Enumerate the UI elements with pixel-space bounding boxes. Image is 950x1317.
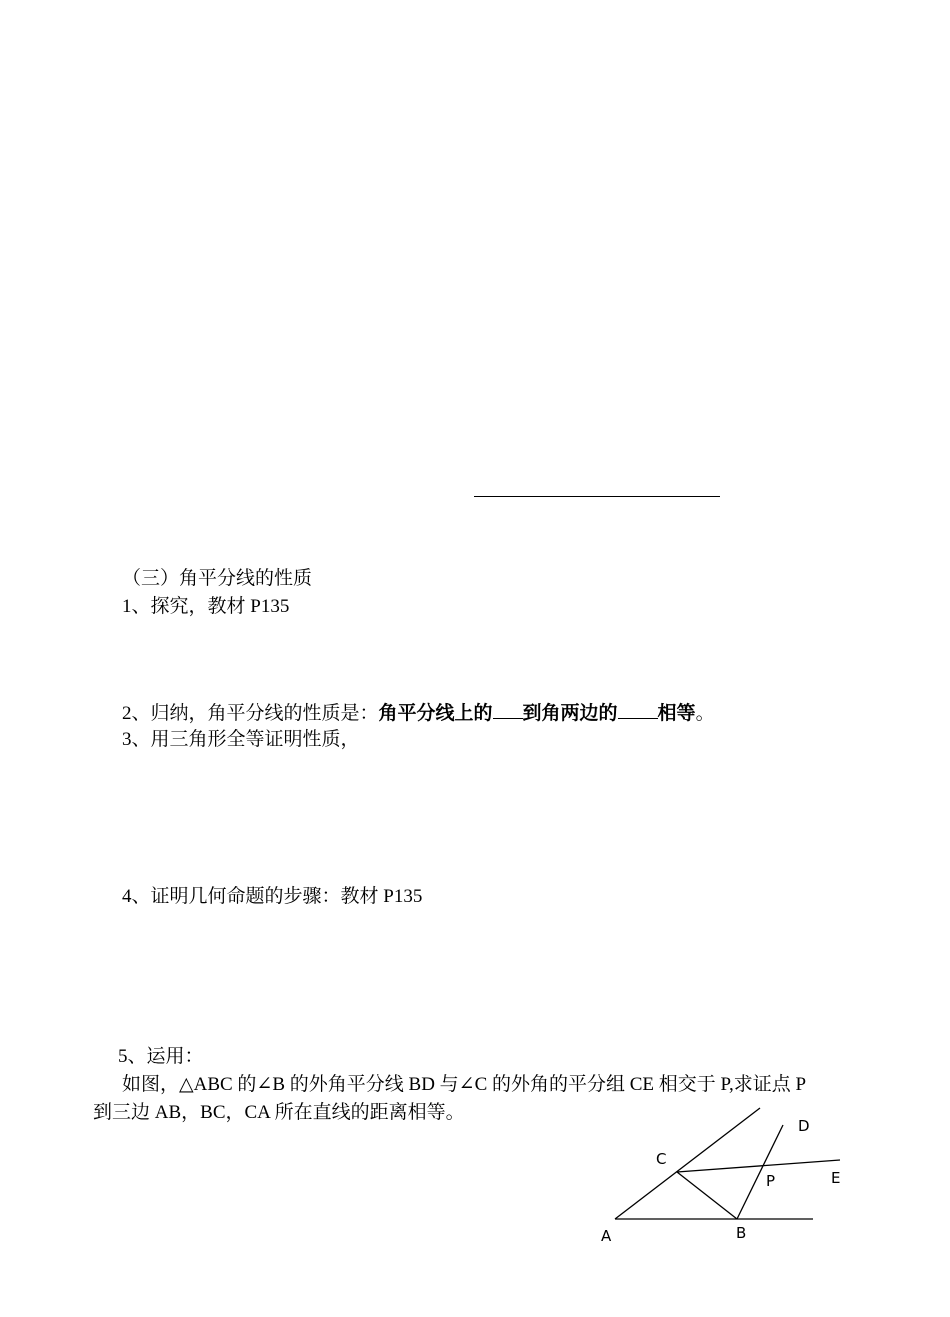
line-BD: [737, 1125, 783, 1219]
item-2-end: 。: [695, 703, 715, 724]
problem-line-2: 到三边 AB，BC，CA 所在直线的距离相等。: [93, 1102, 465, 1123]
section-heading: （三）角平分线的性质: [122, 568, 313, 589]
line-AC-extended: [615, 1108, 760, 1219]
item-4-steps: 4、证明几何命题的步骤：教材 P135: [122, 886, 423, 907]
line-CE: [677, 1160, 840, 1172]
label-C: C: [656, 1150, 667, 1168]
item-3-proof: 3、用三角形全等证明性质，: [122, 729, 360, 750]
item-2-bold-b: 到角两边的: [522, 703, 618, 724]
item-2-bold-c: 相等: [657, 703, 696, 724]
label-B: B: [736, 1224, 747, 1242]
label-E: E: [831, 1169, 841, 1187]
label-D: D: [798, 1117, 810, 1135]
label-P: P: [766, 1172, 776, 1190]
label-A: A: [601, 1227, 612, 1245]
item-2-bold-a: 角平分线上的: [378, 703, 493, 724]
problem-line-1: 如图，△ABC 的∠B 的外角平分线 BD 与∠C 的外角的平分组 CE 相交于 P,求证点 P: [122, 1074, 807, 1095]
item-1-explore: 1、探究，教材 P135: [122, 596, 290, 617]
item-2-prefix: 2、归纳，角平分线的性质是：: [122, 703, 379, 724]
line-CB: [677, 1172, 737, 1219]
item-5-apply: 5、运用：: [118, 1046, 204, 1067]
